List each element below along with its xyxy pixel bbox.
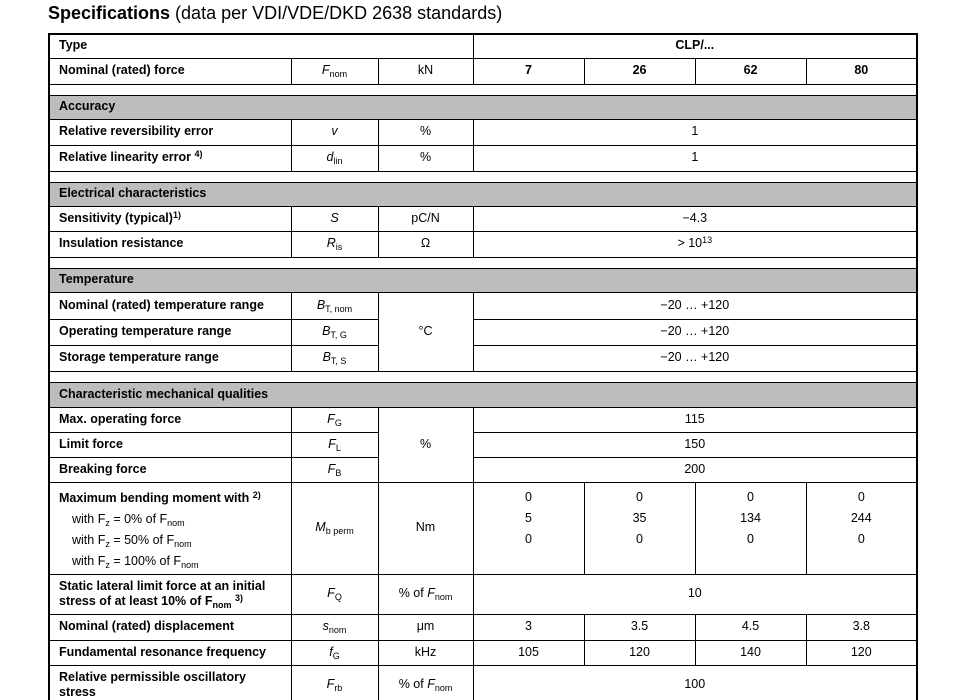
label-cell: Relative permissible oscillatory stress [49,665,291,700]
label-cell: Nominal (rated) temperature range [49,292,291,319]
label-cell: Storage temperature range [49,345,291,371]
section-title: Accuracy [49,95,917,119]
section-title: Temperature [49,268,917,292]
row-insulation-resistance [49,231,917,257]
label-cell: Limit force [49,432,291,457]
section-header-electrical [49,182,917,206]
value-cell-clp26: 120 [584,640,695,665]
row-storage-temperature-range [49,345,917,371]
bending-condition-2: with $F_z = 100\%$ of $F_{nom}$ [72,553,199,570]
value-cell: 1 [473,119,917,145]
label-cell: Breaking force [49,457,291,482]
symbol-cell: $F_{rb}$ [291,665,378,700]
label-cell: Nominal (rated) force [49,58,291,84]
value-cell-clp62: 140 [695,640,806,665]
value-cell: −20 … +120 [473,292,917,319]
value-cell: 100 [473,665,917,700]
row-limit-force [49,432,917,457]
unit-cell-merged: % [378,407,473,482]
symbol-cell: $F_L$ [291,432,378,457]
symbol-cell: $d_{lin}$ [291,145,378,171]
value-cell-clp26: 3.5 [584,614,695,640]
unit-cell: % of $F_{nom}$ [378,665,473,700]
bending-title: Maximum bending moment with $^{2)}$ [59,489,261,505]
section-title: Characteristic mechanical qualities [49,382,917,407]
row-relative-reversibility-error [49,119,917,145]
nominal-force-row [49,58,917,84]
row-resonance-frequency [49,640,917,665]
type-label-cell: Type [49,34,473,58]
page-title-bold: Specifications [48,3,171,23]
section-header-mechanical [49,382,917,407]
unit-cell: % [378,145,473,171]
label-cell: Operating temperature range [49,319,291,345]
value-cell: 10 [473,574,917,614]
unit-cell-merged: °C [378,292,473,371]
value-cell-clp80: 80 [806,58,917,84]
symbol-cell: v [291,119,378,145]
section-gap [49,171,917,182]
unit-cell: Nm [378,482,473,574]
value-cell-clp80: 3.8 [806,614,917,640]
value-cell: 1 [473,145,917,171]
row-nominal-temperature-range [49,292,917,319]
symbol-cell: $B_{T, nom}$ [291,292,378,319]
page-title [48,3,502,24]
symbol-cell: $B_{T, S}$ [291,345,378,371]
value-cell: 150 [473,432,917,457]
unit-cell: % [378,119,473,145]
value-cell-clp26: 0 35 0 [584,482,695,574]
value-cell-clp80: 120 [806,640,917,665]
value-cell: −20 … +120 [473,319,917,345]
symbol-cell: $R_{is}$ [291,231,378,257]
unit-cell: μm [378,614,473,640]
bending-condition-1: with $F_z = 50\%$ of $F_{nom}$ [72,532,192,549]
page-title-rest: (data per VDI/VDE/DKD 2638 standards) [170,3,503,23]
section-header-accuracy [49,95,917,119]
type-header-row [49,34,917,58]
unit-cell: kN [378,58,473,84]
row-nominal-displacement [49,614,917,640]
label-cell: Sensitivity (typical)$^{1)}$ [49,206,291,231]
row-oscillatory-stress [49,665,917,700]
symbol-cell: S [291,206,378,231]
section-gap [49,371,917,382]
value-cell: > $10^{13}$ [473,231,917,257]
value-cell: 115 [473,407,917,432]
row-operating-temperature-range [49,319,917,345]
value-cell-clp7: 3 [473,614,584,640]
symbol-cell: $s_{nom}$ [291,614,378,640]
section-gap [49,84,917,95]
specifications-table [48,33,918,700]
symbol-cell: $M_{b perm}$ [291,482,378,574]
unit-cell: Ω [378,231,473,257]
value-cell-clp62: 62 [695,58,806,84]
symbol-cell: $B_{T, G}$ [291,319,378,345]
symbol-cell: $F_Q$ [291,574,378,614]
label-cell: Relative reversibility error [49,119,291,145]
section-header-temperature [49,268,917,292]
label-cell: Static lateral limit force at an initial stress of at least 10% of $F_{nom}$ $^{3)}$ [49,574,291,614]
symbol-cell: $F_{nom}$ [291,58,378,84]
value-cell-clp80: 0 244 0 [806,482,917,574]
label-cell: Insulation resistance [49,231,291,257]
section-title: Electrical characteristics [49,182,917,206]
row-breaking-force [49,457,917,482]
value-cell: −20 … +120 [473,345,917,371]
series-label-cell: CLP/... [473,34,917,58]
symbol-cell: $F_B$ [291,457,378,482]
row-relative-linearity-error [49,145,917,171]
value-cell: −4.3 [473,206,917,231]
symbol-cell: $f_G$ [291,640,378,665]
value-cell-clp62: 0 134 0 [695,482,806,574]
value-cell-clp7: 7 [473,58,584,84]
label-cell [49,482,291,574]
section-gap [49,257,917,268]
bending-condition-0: with $F_z = 0\%$ of $F_{nom}$ [72,511,185,528]
row-sensitivity [49,206,917,231]
row-bending-moment [49,482,917,574]
unit-cell: kHz [378,640,473,665]
row-max-operating-force [49,407,917,432]
value-cell-clp62: 4.5 [695,614,806,640]
unit-cell: % of $F_{nom}$ [378,574,473,614]
value-cell-clp26: 26 [584,58,695,84]
value-cell-clp7: 105 [473,640,584,665]
unit-cell: pC/N [378,206,473,231]
label-cell: Max. operating force [49,407,291,432]
label-cell: Relative linearity error $^{4)}$ [49,145,291,171]
row-static-lateral-limit-force [49,574,917,614]
label-cell: Nominal (rated) displacement [49,614,291,640]
symbol-cell: $F_G$ [291,407,378,432]
label-cell: Fundamental resonance frequency [49,640,291,665]
value-cell-clp7: 0 5 0 [473,482,584,574]
value-cell: 200 [473,457,917,482]
